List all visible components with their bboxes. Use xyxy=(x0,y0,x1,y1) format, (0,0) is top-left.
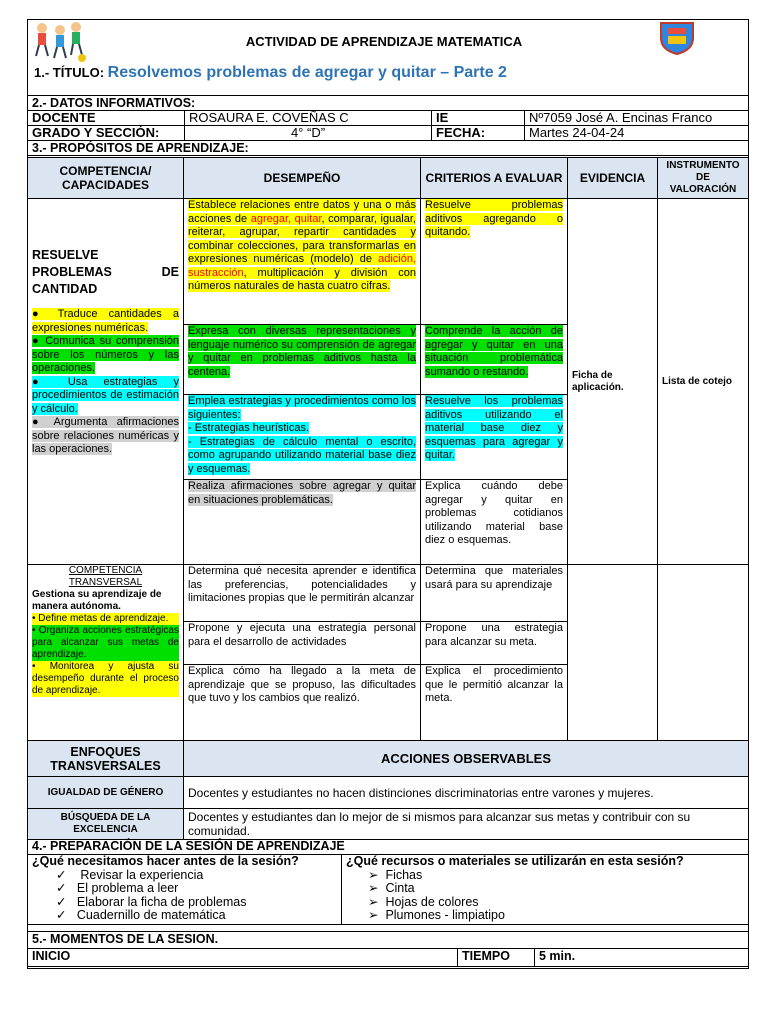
tiempo-label: TIEMPO xyxy=(458,949,535,967)
propositos-table xyxy=(27,157,749,741)
fecha-value: Martes 24-04-24 xyxy=(525,126,749,141)
instrumento-value: Lista de cotejo xyxy=(658,199,749,565)
grado-label: GRADO Y SECCIÓN: xyxy=(28,126,185,141)
preparacion-table xyxy=(27,839,749,925)
arrow-bullet-icon: ➢ xyxy=(368,894,379,909)
antes-item: ✓ Revisar la experiencia xyxy=(56,867,204,882)
criterio-3: Resuelve los problemas aditivos utilizando el material base diez y esquemas para agregar y quitar. xyxy=(421,395,568,480)
capacidades-list xyxy=(32,308,179,457)
inicio-label: INICIO xyxy=(28,949,458,967)
t-desempeno-3: Explica cómo ha llegado a la meta de aprendizaje que se propuso, las dificultades que tuvo y los cambios que realizó. xyxy=(184,665,421,741)
col-evidencia: EVIDENCIA xyxy=(568,158,658,199)
momentos-table xyxy=(27,931,749,967)
recursos-item: ➢ Hojas de colores xyxy=(368,894,479,909)
check-icon: ✓ xyxy=(56,908,67,922)
docente-label: DOCENTE xyxy=(28,111,185,126)
datos-table xyxy=(27,95,749,156)
transversal-cap-item: • Define metas de aprendizaje. xyxy=(32,613,179,625)
antes-item: ✓ Elaborar la ficha de problemas xyxy=(56,894,247,909)
recursos-question: ¿Qué recursos o materiales se utilizarán en esta sesión? xyxy=(346,854,684,868)
arrow-bullet-icon: ➢ xyxy=(368,867,379,882)
criterio-2: Comprende la acción de agregar y quitar en una situación problemática sumando o restando. xyxy=(421,325,568,395)
momentos-section-heading: 5.- MOMENTOS DE LA SESION. xyxy=(28,932,749,949)
document-title: ACTIVIDAD DE APRENDIZAJE MATEMATICA xyxy=(245,34,523,49)
antes-item: ✓ Cuadernillo de matemática xyxy=(56,908,226,922)
criterio-4: Explica cuándo debe agregar y quitar en problemas cotidianos utilizando material base diez o esquemas. xyxy=(421,480,568,565)
docente-value: ROSAURA E. COVEÑAS C xyxy=(185,111,432,126)
col-acciones: ACCIONES OBSERVABLES xyxy=(184,741,749,777)
t-desempeno-2: Propone y ejecuta una estrategia personal para el desarrollo de actividades xyxy=(184,622,421,665)
capacidad-item xyxy=(32,416,179,457)
check-icon: ✓ xyxy=(56,867,67,882)
grado-value: 4° “D” xyxy=(185,126,432,141)
session-title-row xyxy=(34,64,507,82)
preparacion-section-heading: 4.- PREPARACIÓN DE LA SESIÓN DE APRENDIZAJE xyxy=(28,840,749,855)
recursos-item: ➢ Plumones - limpiatipo xyxy=(368,908,505,922)
arrow-bullet-icon: ➢ xyxy=(368,908,379,922)
col-criterios: CRITERIOS A EVALUAR xyxy=(421,158,568,199)
desempeno-2: Expresa con diversas representaciones y lenguaje numérico su comprensión de agregar y quitar en problemas aditivos hasta la centena. xyxy=(184,325,421,395)
recursos-list xyxy=(346,869,744,923)
enfoques-table xyxy=(27,740,749,840)
tiempo-value: 5 min. xyxy=(535,949,749,967)
datos-section-heading: 2.- DATOS INFORMATIVOS: xyxy=(28,96,749,111)
enfoque-text: Docentes y estudiantes dan lo mejor de si mismos para alcanzar sus metas y contribuir con su comunidad. xyxy=(184,809,749,840)
transversal-cap-item: • Organiza acciones estratégicas para alcanzar sus metas de aprendizaje. xyxy=(32,625,179,660)
desempeno-1: Establece relaciones entre datos y una o más acciones de agregar, quitar, comparar, igualar, reiterar, agrupar, repartir cantidades y combinar colecciones, para transformarlas en expresiones numéricas (modelo) de adición, sustracción, multiplicación y división con números naturales de hasta cuatro cifras. xyxy=(184,199,421,325)
competencia-name: RESUELVE PROBLEMAS DE CANTIDAD xyxy=(32,248,179,296)
antes-question: ¿Qué necesitamos hacer antes de la sesión? xyxy=(32,854,299,868)
transversal-instrumento-empty xyxy=(658,565,749,741)
transversal-cell xyxy=(28,565,184,741)
capacidad-item xyxy=(32,308,179,335)
fecha-label: FECHA: xyxy=(432,126,525,141)
col-desempeno: DESEMPEÑO xyxy=(184,158,421,199)
desempeno-4: Realiza afirmaciones sobre agregar y quitar en situaciones problemáticas. xyxy=(184,480,421,565)
desempeno-3: Emplea estrategias y procedimientos como los siguientes: - Estrategias heurísticas. - Estrategias de cálculo mental o escrito, como agrupando utilizando material base diez y esquemas. xyxy=(184,395,421,480)
col-instrumento: INSTRUMENTO DE VALORACIÓN xyxy=(658,158,749,199)
t-criterio-1: Determina que materiales usará para su aprendizaje xyxy=(421,565,568,622)
enfoque-text: Docentes y estudiantes no hacen distinciones discriminatorias entre varones y mujeres. xyxy=(184,777,749,809)
antes-list xyxy=(32,869,337,923)
capacidad-item xyxy=(32,376,179,417)
title-label: 1.- TÍTULO: xyxy=(34,65,105,80)
t-desempeno-1: Determina qué necesita aprender e identifica las preferencias, potencialidades y limitaciones propias que le permitirán alcanzar xyxy=(184,565,421,622)
antes-item: ✓ El problema a leer xyxy=(56,881,179,895)
evidencia-value: Ficha de aplicación. xyxy=(568,199,658,565)
recursos-cell xyxy=(342,855,749,925)
check-icon: ✓ xyxy=(56,881,67,895)
capacidad-text: ● Traduce cantidades a expresiones numéricas. xyxy=(32,308,179,334)
transversal-name: Gestiona su aprendizaje de manera autónoma. xyxy=(32,589,162,612)
competencia-cell xyxy=(28,199,184,565)
enfoque-name: BÚSQUEDA DE LA EXCELENCIA xyxy=(28,809,184,840)
capacidad-text: ● Comunica su comprensión sobre los números y las operaciones. xyxy=(32,335,179,374)
transversal-evidencia-empty xyxy=(568,565,658,741)
col-competencia: COMPETENCIA/ CAPACIDADES xyxy=(28,158,184,199)
t-criterio-2: Propone una estrategia para alcanzar su meta. xyxy=(421,622,568,665)
criterio-1: Resuelve problemas aditivos agregando o quitando. xyxy=(421,199,568,325)
arrow-bullet-icon: ➢ xyxy=(368,881,379,895)
session-title: Resolvemos problemas de agregar y quitar – Parte 2 xyxy=(107,64,507,81)
recursos-item: ➢ Cinta xyxy=(368,881,415,895)
ie-label: IE xyxy=(432,111,525,126)
transversal-title: COMPETENCIA TRANSVERSAL xyxy=(68,565,143,588)
capacidad-text: ● Usa estrategias y procedimientos de estimación y cálculo. xyxy=(32,375,179,415)
transversal-cap-item: • Monitorea y ajusta su desempeño durante el proceso de aprendizaje. xyxy=(32,661,179,696)
propositos-section-heading: 3.- PROPÓSITOS DE APRENDIZAJE: xyxy=(28,141,749,156)
antes-cell xyxy=(28,855,342,925)
transversal-caps-list xyxy=(32,613,179,697)
check-icon: ✓ xyxy=(56,894,67,909)
t-criterio-3: Explica el procedimiento que le permitió alcanzar la meta. xyxy=(421,665,568,741)
capacidad-text: ● Argumenta afirmaciones sobre relaciones numéricas y las operaciones. xyxy=(32,416,179,455)
capacidad-item xyxy=(32,335,179,376)
col-enfoques: ENFOQUES TRANSVERSALES xyxy=(28,741,184,777)
enfoque-name: IGUALDAD DE GÉNERO xyxy=(28,777,184,809)
ie-value: Nº7059 José A. Encinas Franco xyxy=(525,111,749,126)
recursos-item: ➢ Fichas xyxy=(368,867,423,882)
